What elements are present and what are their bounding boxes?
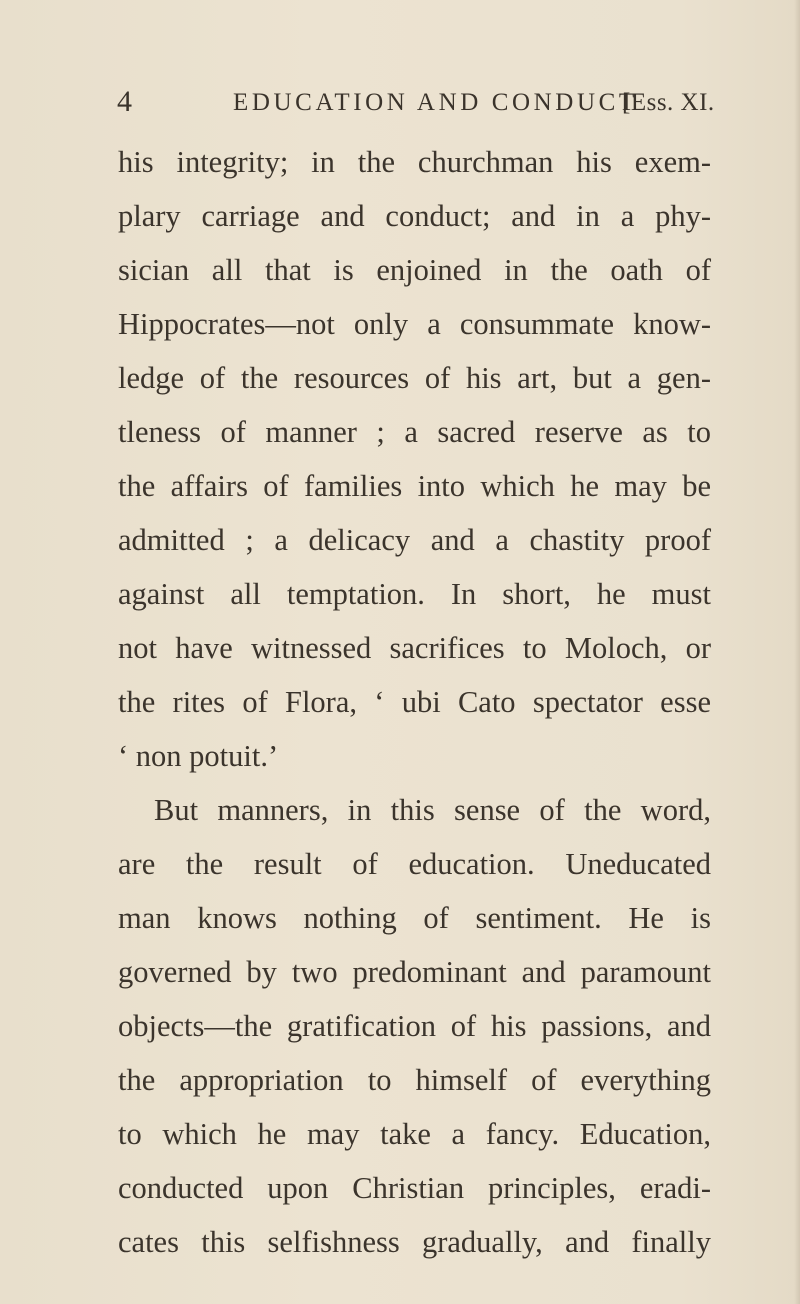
text-line: against all temptation. In short, he must xyxy=(118,577,711,611)
text-line: cates this selfishness gradually, and finally xyxy=(118,1225,711,1259)
text-line: conducted upon Christian principles, eradi- xyxy=(118,1171,711,1205)
text-line: tleness of manner ; a sacred reserve as to xyxy=(118,415,711,449)
page-number: 4 xyxy=(117,85,132,118)
text-line: admitted ; a delicacy and a chastity proof xyxy=(118,523,711,557)
text-line: his integrity; in the churchman his exem- xyxy=(118,145,711,179)
text-line: Hippocrates—not only a consummate know- xyxy=(118,307,711,341)
text-line: plary carriage and conduct; and in a phy- xyxy=(118,199,711,233)
text-line: ‘ non potuit.’ xyxy=(118,739,279,773)
essay-reference: [Ess. XI. xyxy=(622,89,715,116)
text-line: to which he may take a fancy. Education, xyxy=(118,1117,711,1151)
text-line: are the result of education. Uneducated xyxy=(118,847,711,881)
text-line: ledge of the resources of his art, but a gen- xyxy=(118,361,711,395)
running-head xyxy=(0,84,800,124)
text-line: the affairs of families into which he may be xyxy=(118,469,711,503)
body-text xyxy=(118,135,711,1269)
paragraph-start-line: But manners, in this sense of the word, xyxy=(154,793,711,827)
text-line: sician all that is enjoined in the oath of xyxy=(118,253,711,287)
text-line: objects—the gratification of his passions, and xyxy=(118,1009,711,1043)
text-line: not have witnessed sacrifices to Moloch, or xyxy=(118,631,711,665)
page-edge-shadow xyxy=(794,0,800,1304)
text-line: governed by two predominant and paramount xyxy=(118,955,711,989)
text-line: man knows nothing of sentiment. He is xyxy=(118,901,711,935)
text-line: the rites of Flora, ‘ ubi Cato spectator esse xyxy=(118,685,711,719)
running-title: EDUCATION AND CONDUCT xyxy=(233,89,638,116)
text-line: the appropriation to himself of everything xyxy=(118,1063,711,1097)
